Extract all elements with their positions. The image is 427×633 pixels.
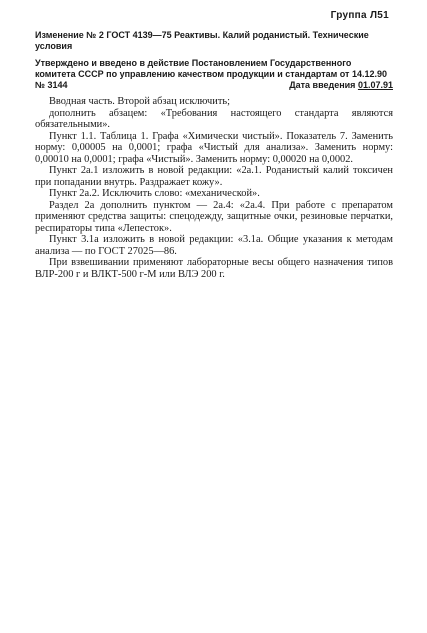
amendment-body xyxy=(35,96,393,280)
approval-statement: Утверждено и введено в действие Постановлением Государственного комитета СССР по управлению качеством продукции и стандартам от 14.12.90 № 3144 xyxy=(35,58,387,90)
paragraph-item-1-1: Пункт 1.1. Таблица 1. Графа «Химически чистый». Показатель 7. Заменить норму: 0,00005 на 0,0001; графа «Чистый для анализа». Заменить норму: 0,00010 на 0,0001; графа «Чистый». Заменить норму: 0,00020 на 0,0002. xyxy=(35,130,393,165)
paragraph-section-2a: Раздел 2а дополнить пунктом — 2а.4: «2а.4. При работе с препаратом применяют средства защиты: спецодежду, защитные очки, резиновые перчатки, респираторы типа «Лепесток». xyxy=(35,199,393,234)
paragraph-item-2a-2: Пункт 2а.2. Исключить слово: «механической». xyxy=(49,188,260,199)
effective-date-label: Дата введения xyxy=(289,80,356,90)
paragraph-intro: Вводная часть. Второй абзац исключить; xyxy=(49,96,230,107)
effective-date-line xyxy=(289,80,393,90)
paragraph-item-2a-1: Пункт 2а.1 изложить в новой редакции: «2а.1. Роданистый калий токсичен при попадании внутрь. Раздражает кожу». xyxy=(35,165,393,188)
paragraph-item-3-1a: Пункт 3.1а изложить в новой редакции: «3.1а. Общие указания к методам анализа — по ГОСТ 27025—86. xyxy=(35,234,393,257)
group-label: Группа Л51 xyxy=(330,10,389,21)
amendment-title: Изменение № 2 ГОСТ 4139—75 Реактивы. Калий роданистый. Технические условия xyxy=(35,30,369,51)
effective-date: 01.07.91 xyxy=(357,80,393,90)
paragraph-weighing: При взвешивании применяют лабораторные весы общего назначения типов ВЛР-200 г и ВЛКТ-500 г-М или ВЛЭ 200 г. xyxy=(35,257,393,280)
paragraph-supplement: дополнить абзацем: «Требования настоящего стандарта являются обязательными». xyxy=(35,107,393,130)
